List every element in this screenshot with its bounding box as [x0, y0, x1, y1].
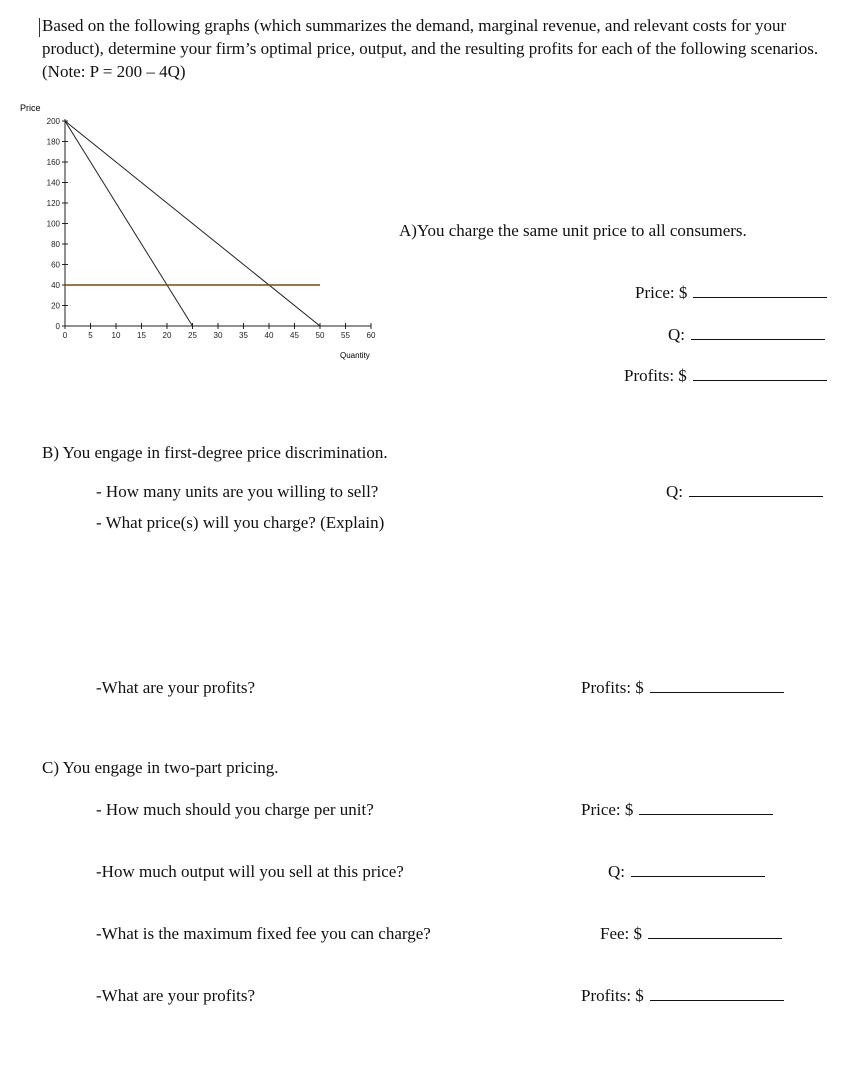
section-c-question-price: - How much should you charge per unit?	[96, 800, 374, 819]
price-label: Price: $	[635, 283, 688, 302]
y-tick-label: 60	[51, 260, 60, 270]
y-tick-label: 200	[46, 117, 60, 126]
profits-answer-blank[interactable]	[650, 986, 784, 1001]
section-c-profits-row	[581, 986, 784, 1006]
x-tick-label: 55	[341, 331, 350, 340]
section-b-question-prices: - What price(s) will you charge? (Explain)	[96, 513, 385, 532]
x-tick-label: 15	[137, 331, 146, 340]
section-c-fee-row	[600, 924, 782, 944]
q-label: Q:	[668, 325, 685, 344]
section-b-question-units: - How many units are you willing to sell?	[96, 482, 379, 501]
y-tick-label: 180	[46, 137, 60, 147]
q-answer-blank[interactable]	[689, 482, 823, 497]
y-axis-label: Price	[20, 103, 41, 113]
section-c-question-fee: -What is the maximum fixed fee you can charge?	[96, 924, 431, 943]
q-answer-blank[interactable]	[631, 862, 765, 877]
q-label: Q:	[608, 862, 625, 881]
section-b-heading: B) You engage in first-degree price discrimination.	[42, 443, 388, 462]
marginal-revenue-line	[65, 121, 193, 326]
section-c-price-row	[581, 800, 773, 820]
section-a-profits-row	[624, 366, 827, 386]
section-c-q-row	[608, 862, 765, 882]
x-tick-label: 60	[366, 331, 376, 340]
y-tick-label: 100	[46, 219, 60, 229]
section-c-heading: C) You engage in two-part pricing.	[42, 758, 279, 777]
profits-label: Profits: $	[581, 678, 644, 697]
fee-label: Fee: $	[600, 924, 643, 943]
y-tick-label: 80	[51, 240, 60, 249]
profits-answer-blank[interactable]	[693, 366, 827, 381]
x-tick-label: 35	[239, 331, 248, 340]
profits-label: Profits: $	[624, 366, 687, 385]
y-tick-label: 120	[46, 199, 60, 208]
section-a-q-row	[668, 325, 825, 345]
fee-answer-blank[interactable]	[648, 924, 782, 939]
price-label: Price: $	[581, 800, 634, 819]
q-answer-blank[interactable]	[691, 325, 825, 340]
x-tick-label: 30	[213, 331, 223, 340]
x-tick-label: 5	[88, 331, 93, 340]
x-tick-label: 10	[111, 331, 121, 340]
x-tick-label: 45	[290, 331, 299, 340]
price-answer-blank[interactable]	[693, 283, 827, 298]
text-cursor	[39, 18, 40, 37]
y-tick-label: 20	[51, 301, 60, 311]
section-c-question-profits: -What are your profits?	[96, 986, 256, 1005]
x-tick-label: 0	[62, 331, 68, 340]
y-tick-label: 140	[46, 178, 60, 188]
x-tick-label: 20	[162, 331, 172, 340]
section-a-heading: A)You charge the same unit price to all consumers.	[399, 221, 747, 240]
x-tick-label: 50	[315, 331, 325, 340]
price-answer-blank[interactable]	[639, 800, 773, 815]
section-b-profits-row	[581, 678, 784, 698]
y-tick-label: 40	[51, 281, 60, 290]
y-tick-label: 0	[55, 322, 60, 331]
profits-answer-blank[interactable]	[650, 678, 784, 693]
x-tick-label: 40	[264, 331, 274, 340]
x-tick-label: 25	[188, 331, 197, 340]
demand-line	[65, 121, 320, 326]
x-axis-label: Quantity	[340, 351, 370, 360]
section-c-question-output: -How much output will you sell at this price?	[96, 862, 404, 881]
q-label: Q:	[666, 482, 683, 501]
section-a-price-row	[635, 283, 827, 303]
y-tick-label: 160	[46, 158, 60, 167]
section-b-q-row	[666, 482, 823, 502]
profits-label: Profits: $	[581, 986, 644, 1005]
intro-paragraph: Based on the following graphs (which summarizes the demand, marginal revenue, and relevant costs for your product), determine your firm’s optimal price, output, and the resulting profits for each of the following scenarios. (Note: P = 200 – 4Q)	[42, 16, 819, 81]
section-b-question-profits: -What are your profits?	[96, 678, 256, 697]
demand-chart	[14, 98, 414, 373]
